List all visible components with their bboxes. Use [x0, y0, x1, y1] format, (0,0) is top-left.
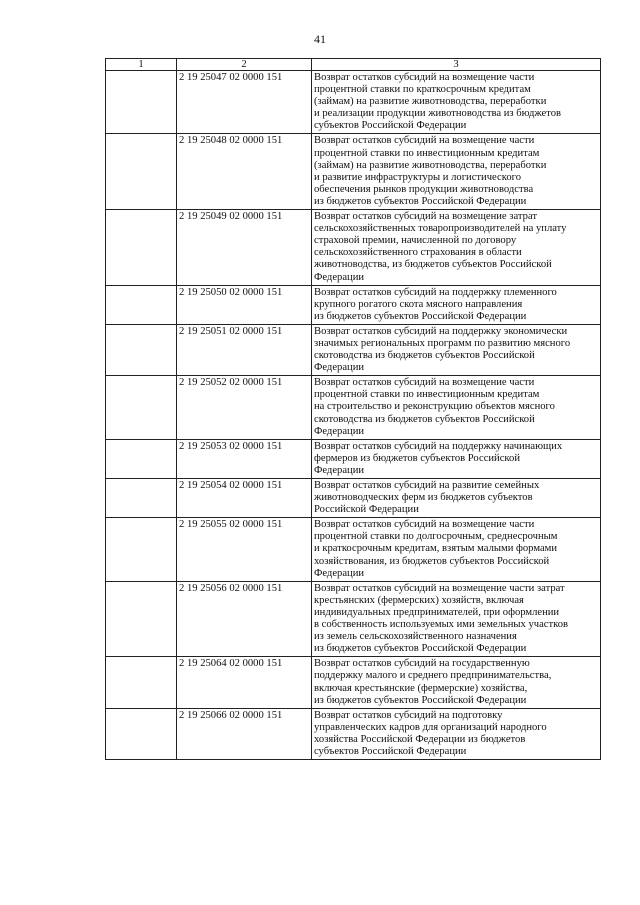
income-description: Возврат остатков субсидий на подготовку управленческих кадров для организаций народного хозяйства Российской Федерации из бюджетов субъектов Российской Федерации [312, 708, 601, 759]
budget-classification-code: 2 19 25056 02 0000 151 [177, 581, 312, 657]
budget-classification-code: 2 19 25054 02 0000 151 [177, 479, 312, 518]
budget-classification-code: 2 19 25066 02 0000 151 [177, 708, 312, 759]
table-row [106, 285, 601, 324]
table-header-row [106, 59, 601, 71]
column-header-1: 1 [106, 59, 177, 71]
page-number: 41 [314, 32, 326, 46]
income-description: Возврат остатков субсидий на возмещение затрат сельскохозяйственных товаропроизводителей на уплату страховой премии, начисленной по договору сельскохозяйственного страхования в области животноводства, из бюджетов субъектов Российской Федерации [312, 210, 601, 286]
row-empty-cell [106, 708, 177, 759]
table-row [106, 439, 601, 478]
row-empty-cell [106, 210, 177, 286]
table-row [106, 210, 601, 286]
budget-classification-code: 2 19 25050 02 0000 151 [177, 285, 312, 324]
budget-classification-code: 2 19 25064 02 0000 151 [177, 657, 312, 708]
income-description: Возврат остатков субсидий на поддержку племенного крупного рогатого скота мясного направления из бюджетов субъектов Российской Федерации [312, 285, 601, 324]
row-empty-cell [106, 479, 177, 518]
row-empty-cell [106, 581, 177, 657]
table-row [106, 518, 601, 581]
budget-code-table [105, 58, 601, 760]
budget-classification-code: 2 19 25049 02 0000 151 [177, 210, 312, 286]
budget-classification-code: 2 19 25053 02 0000 151 [177, 439, 312, 478]
table-row [106, 479, 601, 518]
row-empty-cell [106, 324, 177, 375]
income-description: Возврат остатков субсидий на возмещение части затрат крестьянских (фермерских) хозяйств, включая индивидуальных предпринимателей, при оформлении в собственность используемых ими земельных участков из земель сельскохозяйственного назначения из бюджетов субъектов Российской Федерации [312, 581, 601, 657]
row-empty-cell [106, 71, 177, 134]
table-row [106, 581, 601, 657]
table-row [106, 134, 601, 210]
budget-classification-code: 2 19 25052 02 0000 151 [177, 376, 312, 439]
table-row [106, 71, 601, 134]
income-description: Возврат остатков субсидий на поддержку экономически значимых региональных программ по развитию мясного скотоводства из бюджетов субъектов Российской Федерации [312, 324, 601, 375]
income-description: Возврат остатков субсидий на возмещение части процентной ставки по краткосрочным кредитам (займам) на развитие животноводства, переработки и реализации продукции животноводства из бюджетов субъектов Российской Федерации [312, 71, 601, 134]
row-empty-cell [106, 439, 177, 478]
budget-classification-code: 2 19 25047 02 0000 151 [177, 71, 312, 134]
income-description: Возврат остатков субсидий на государственную поддержку малого и среднего предпринимательства, включая крестьянские (фермерские) хозяйства, из бюджетов субъектов Российской Федерации [312, 657, 601, 708]
row-empty-cell [106, 285, 177, 324]
income-description: Возврат остатков субсидий на возмещение части процентной ставки по инвестиционным кредитам (займам) на развитие животноводства, переработки и развитие инфраструктуры и логистического обеспечения рынков продукции животноводства из бюджетов субъектов Российской Федерации [312, 134, 601, 210]
budget-classification-code: 2 19 25055 02 0000 151 [177, 518, 312, 581]
table-row [106, 657, 601, 708]
row-empty-cell [106, 376, 177, 439]
budget-classification-code: 2 19 25051 02 0000 151 [177, 324, 312, 375]
row-empty-cell [106, 657, 177, 708]
income-description: Возврат остатков субсидий на поддержку начинающих фермеров из бюджетов субъектов Российской Федерации [312, 439, 601, 478]
row-empty-cell [106, 518, 177, 581]
income-description: Возврат остатков субсидий на возмещение части процентной ставки по инвестиционным кредитам на строительство и реконструкцию объектов мясного скотоводства из бюджетов субъектов Российской Федерации [312, 376, 601, 439]
income-description: Возврат остатков субсидий на развитие семейных животноводческих ферм из бюджетов субъектов Российской Федерации [312, 479, 601, 518]
row-empty-cell [106, 134, 177, 210]
table-row [106, 324, 601, 375]
column-header-2: 2 [177, 59, 312, 71]
table-row [106, 708, 601, 759]
table-row [106, 376, 601, 439]
income-description: Возврат остатков субсидий на возмещение части процентной ставки по долгосрочным, среднесрочным и краткосрочным кредитам, взятым малыми формами хозяйствования, из бюджетов субъектов Российской Федерации [312, 518, 601, 581]
column-header-3: 3 [312, 59, 601, 71]
budget-classification-code: 2 19 25048 02 0000 151 [177, 134, 312, 210]
